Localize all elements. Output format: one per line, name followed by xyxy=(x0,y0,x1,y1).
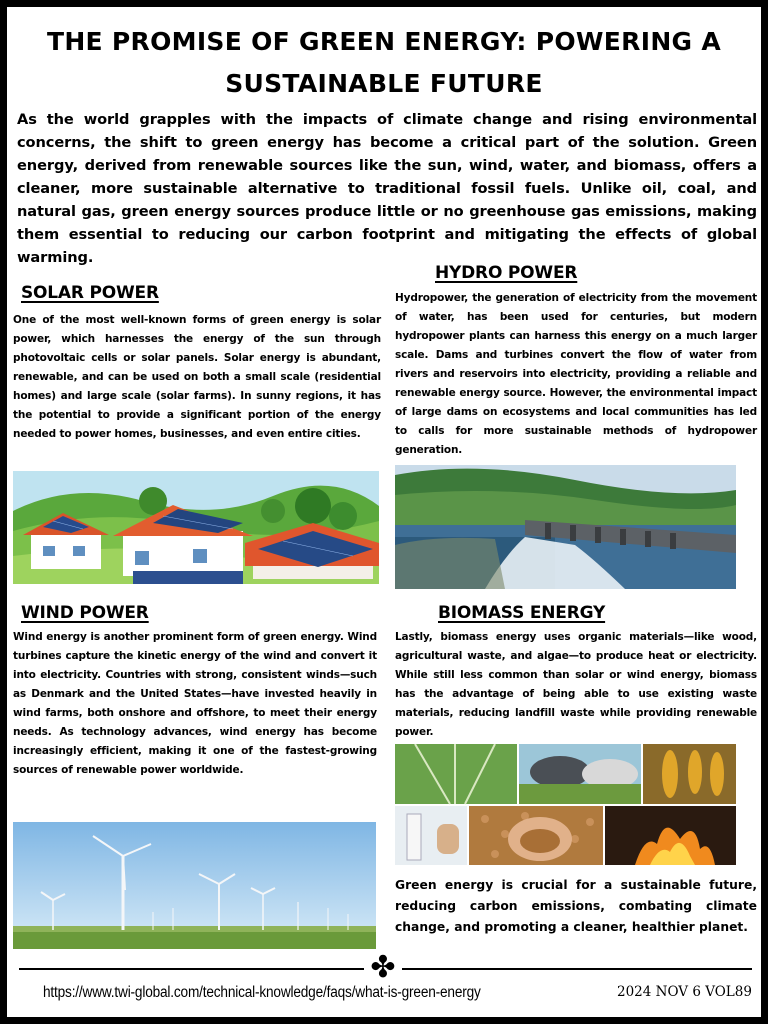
closing-statement: Green energy is crucial for a sustainable future, reducing carbon emissions, combating climate change, and promoting a cleaner, healthier planet. xyxy=(395,878,757,934)
source-link[interactable]: https://www.twi-global.com/technical-knowledge/faqs/what-is-green-energy xyxy=(43,984,481,1001)
wind-heading: WIND POWER xyxy=(21,603,149,623)
footer-rule-right xyxy=(402,968,752,970)
hydro-dam-image xyxy=(395,465,736,589)
solar-heading: SOLAR POWER xyxy=(21,283,159,303)
intro-paragraph: As the world grapples with the impacts of climate change and rising environmental concerns, the shift to green energy has become a critical part of the solution. Green energy, derived from renewable sources like the sun, wind, water, and biomass, offers a cleaner, more sustainable alternative to traditional fossil fuels. Unlike oil, coal, and natural gas, green energy sources produce little or no greenhouse gas emissions, making them essential to reducing our carbon footprint and mitigating the effects of global warming. xyxy=(17,111,757,266)
solar-houses-image xyxy=(13,471,379,584)
biomass-collage-image xyxy=(395,744,736,865)
issue-date: 2024 NOV 6 VOL89 xyxy=(617,984,752,1000)
biomass-heading: BIOMASS ENERGY xyxy=(438,603,606,623)
wind-body: Wind energy is another prominent form of green energy. Wind turbines capture the kinetic energy of the wind and convert it into electricity. Countries with strong, consistent winds—such as Denmark and the United States—have invested heavily in wind farms, both onshore and offshore, to meet their energy needs. As technology advances, wind energy has become increasingly efficient, making it one of the fastest-growing sources of renewable power worldwide. xyxy=(13,631,377,776)
solar-body: One of the most well-known forms of green energy is solar power, which harnesses the energy of the sun through photovoltaic cells or solar panels. Solar energy is abundant, renewable, and can be used on both a small scale (residential homes) and large scale (solar farms). In sunny regions, it has the potential to provide a significant portion of the energy needed to power homes, businesses, and even entire cities. xyxy=(13,314,381,440)
biomass-body: Lastly, biomass energy uses organic materials—like wood, agricultural waste, and algae—to produce heat or electricity. While still less common than solar or wind energy, biomass has the advantage of being able to use existing waste materials, reducing landfill waste while providing renewable power. xyxy=(395,631,757,738)
footer-rule-left xyxy=(19,968,364,970)
hydro-heading: HYDRO POWER xyxy=(435,263,578,283)
hydro-body: Hydropower, the generation of electricity from the movement of water, has been used for centuries, but modern hydropower plants can harness this energy on a much larger scale. Dams and turbines convert the flow of water from rivers and reservoirs into electricity, providing a reliable and renewable energy source. However, the environmental impact of large dams on ecosystems and local communities has led to calls for more sustainable methods of hydropower generation. xyxy=(395,292,757,456)
fleuron-ornament-icon: ✤ xyxy=(370,950,396,985)
wind-farm-image xyxy=(13,822,376,949)
page-title: THE PROMISE OF GREEN ENERGY: POWERING A SUSTAINABLE FUTURE xyxy=(46,27,722,98)
